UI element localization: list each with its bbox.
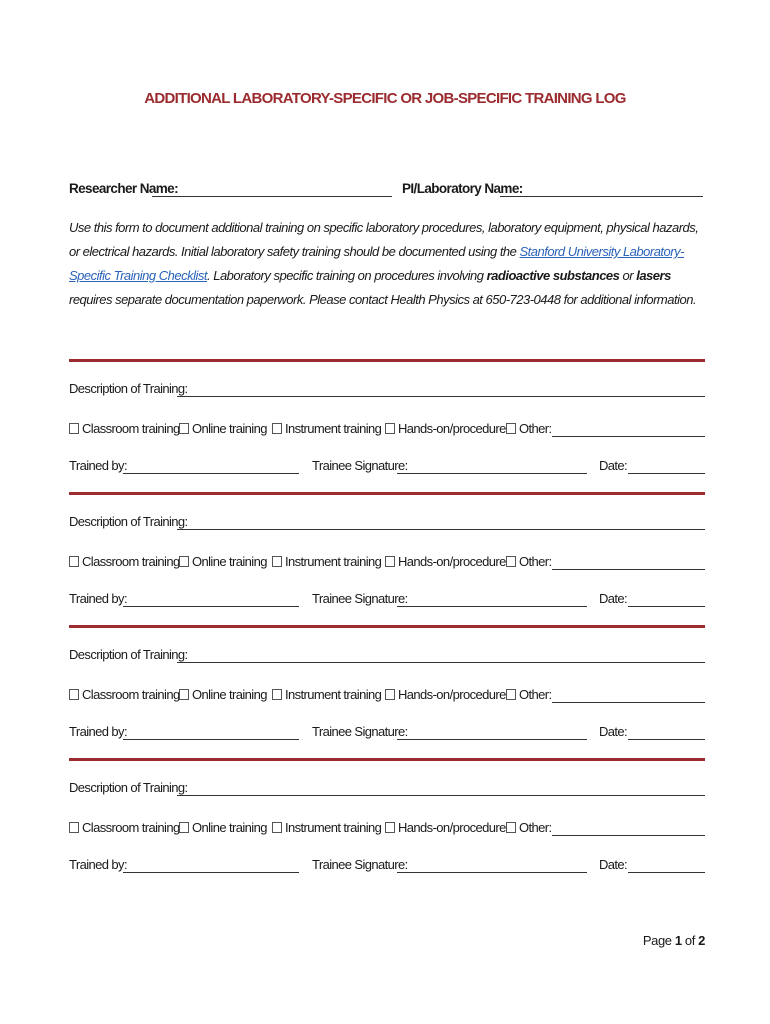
description-row: [69, 780, 705, 800]
checkbox-icon[interactable]: [385, 689, 395, 700]
checkbox-icon[interactable]: [69, 556, 79, 567]
date-label: Date:: [599, 857, 628, 872]
checkbox-icon[interactable]: [69, 423, 79, 434]
signature-row: [69, 591, 705, 611]
checkbox-icon[interactable]: [506, 822, 516, 833]
training-entry: [69, 780, 705, 880]
trainee-signature-field[interactable]: [397, 872, 587, 873]
checkbox-icon[interactable]: [506, 689, 516, 700]
trainee-signature-label: Trainee Signature:: [312, 724, 408, 739]
checkbox-icon[interactable]: [179, 556, 189, 567]
signature-row: [69, 724, 705, 744]
training-entry: [69, 514, 705, 614]
other-field[interactable]: [552, 569, 705, 570]
section-divider: [69, 758, 705, 761]
description-label: Description of Training:: [69, 381, 188, 396]
trained-by-label: Trained by:: [69, 724, 127, 739]
date-label: Date:: [599, 458, 628, 473]
checkbox-icon[interactable]: [506, 423, 516, 434]
trainee-signature-field[interactable]: [397, 606, 587, 607]
hands-on-procedure-option[interactable]: Hands-on/procedure: [385, 820, 506, 835]
description-label: Description of Training:: [69, 514, 188, 529]
description-row: [69, 381, 705, 401]
instrument-training-option[interactable]: Instrument training: [272, 820, 381, 835]
online-training-option[interactable]: Online training: [179, 687, 267, 702]
training-type-row: [69, 421, 705, 441]
other-option[interactable]: Other:: [506, 421, 552, 436]
other-option[interactable]: Other:: [506, 687, 552, 702]
intro-text-4: requires separate documentation paperwork. Please contact Health Physics at 650-723-0448 for additional information.: [69, 292, 697, 307]
description-field[interactable]: [177, 662, 705, 663]
description-row: [69, 514, 705, 534]
header-fields: [69, 181, 705, 201]
online-training-option[interactable]: Online training: [179, 421, 267, 436]
online-training-option[interactable]: Online training: [179, 820, 267, 835]
instrument-training-option[interactable]: Instrument training: [272, 687, 381, 702]
page-title: ADDITIONAL LABORATORY-SPECIFIC OR JOB-SPECIFIC TRAINING LOG: [144, 90, 626, 107]
radioactive-substances-text: radioactive substances: [486, 268, 620, 283]
trained-by-label: Trained by:: [69, 857, 127, 872]
date-field[interactable]: [628, 606, 705, 607]
section-divider: [69, 359, 705, 362]
hands-on-procedure-option[interactable]: Hands-on/procedure: [385, 421, 506, 436]
signature-row: [69, 857, 705, 877]
hands-on-procedure-option[interactable]: Hands-on/procedure: [385, 687, 506, 702]
trained-by-label: Trained by:: [69, 458, 127, 473]
other-field[interactable]: [552, 835, 705, 836]
instrument-training-option[interactable]: Instrument training: [272, 421, 381, 436]
checkbox-icon[interactable]: [272, 689, 282, 700]
intro-text-1: Use this form to document additional training on specific laboratory procedures, laboratory equipment, physical hazards, or electrical hazards. Initial laboratory safety training should be documented using the: [69, 220, 699, 259]
trained-by-field[interactable]: [123, 872, 299, 873]
trained-by-label: Trained by:: [69, 591, 127, 606]
intro-paragraph: [69, 216, 705, 312]
researcher-name-label: Researcher Name:: [69, 181, 178, 196]
checkbox-icon[interactable]: [385, 556, 395, 567]
description-field[interactable]: [177, 795, 705, 796]
section-divider: [69, 625, 705, 628]
checkbox-icon[interactable]: [272, 822, 282, 833]
other-field[interactable]: [552, 702, 705, 703]
researcher-name-field[interactable]: [152, 196, 392, 197]
trained-by-field[interactable]: [123, 606, 299, 607]
training-type-row: [69, 820, 705, 840]
signature-row: [69, 458, 705, 478]
pi-laboratory-name-label: PI/Laboratory Name:: [402, 181, 523, 196]
trainee-signature-label: Trainee Signature:: [312, 458, 408, 473]
description-row: [69, 647, 705, 667]
training-entry: [69, 381, 705, 481]
checkbox-icon[interactable]: [179, 423, 189, 434]
trained-by-field[interactable]: [123, 473, 299, 474]
checkbox-icon[interactable]: [69, 822, 79, 833]
checkbox-icon[interactable]: [272, 556, 282, 567]
checkbox-icon[interactable]: [506, 556, 516, 567]
intro-text-2: . Laboratory specific training on procedures involving: [206, 268, 487, 283]
trainee-signature-field[interactable]: [397, 473, 587, 474]
hands-on-procedure-option[interactable]: Hands-on/procedure: [385, 554, 506, 569]
checkbox-icon[interactable]: [385, 822, 395, 833]
training-checklist-link[interactable]: Stanford University Laboratory-Specific Training Checklist: [69, 244, 684, 283]
other-field[interactable]: [552, 436, 705, 437]
checkbox-icon[interactable]: [179, 822, 189, 833]
classroom-training-option[interactable]: Classroom training: [69, 820, 180, 835]
training-type-row: [69, 687, 705, 707]
intro-text-3: or: [619, 268, 637, 283]
online-training-option[interactable]: Online training: [179, 554, 267, 569]
trained-by-field[interactable]: [123, 739, 299, 740]
pi-laboratory-name-field[interactable]: [500, 196, 703, 197]
description-label: Description of Training:: [69, 780, 188, 795]
trainee-signature-field[interactable]: [397, 739, 587, 740]
page-number: Page 1 of 2: [642, 933, 705, 948]
trainee-signature-label: Trainee Signature:: [312, 857, 408, 872]
classroom-training-option[interactable]: Classroom training: [69, 421, 180, 436]
other-option[interactable]: Other:: [506, 820, 552, 835]
section-divider: [69, 492, 705, 495]
date-label: Date:: [599, 591, 628, 606]
checkbox-icon[interactable]: [272, 423, 282, 434]
instrument-training-option[interactable]: Instrument training: [272, 554, 381, 569]
description-label: Description of Training:: [69, 647, 188, 662]
training-entry: [69, 647, 705, 747]
date-label: Date:: [599, 724, 628, 739]
classroom-training-option[interactable]: Classroom training: [69, 687, 180, 702]
checkbox-icon[interactable]: [179, 689, 189, 700]
checkbox-icon[interactable]: [385, 423, 395, 434]
training-type-row: [69, 554, 705, 574]
description-field[interactable]: [177, 529, 705, 530]
lasers-text: lasers: [636, 268, 671, 283]
date-field[interactable]: [628, 872, 705, 873]
date-field[interactable]: [628, 473, 705, 474]
description-field[interactable]: [177, 396, 705, 397]
other-option[interactable]: Other:: [506, 554, 552, 569]
checkbox-icon[interactable]: [69, 689, 79, 700]
classroom-training-option[interactable]: Classroom training: [69, 554, 180, 569]
trainee-signature-label: Trainee Signature:: [312, 591, 408, 606]
date-field[interactable]: [628, 739, 705, 740]
